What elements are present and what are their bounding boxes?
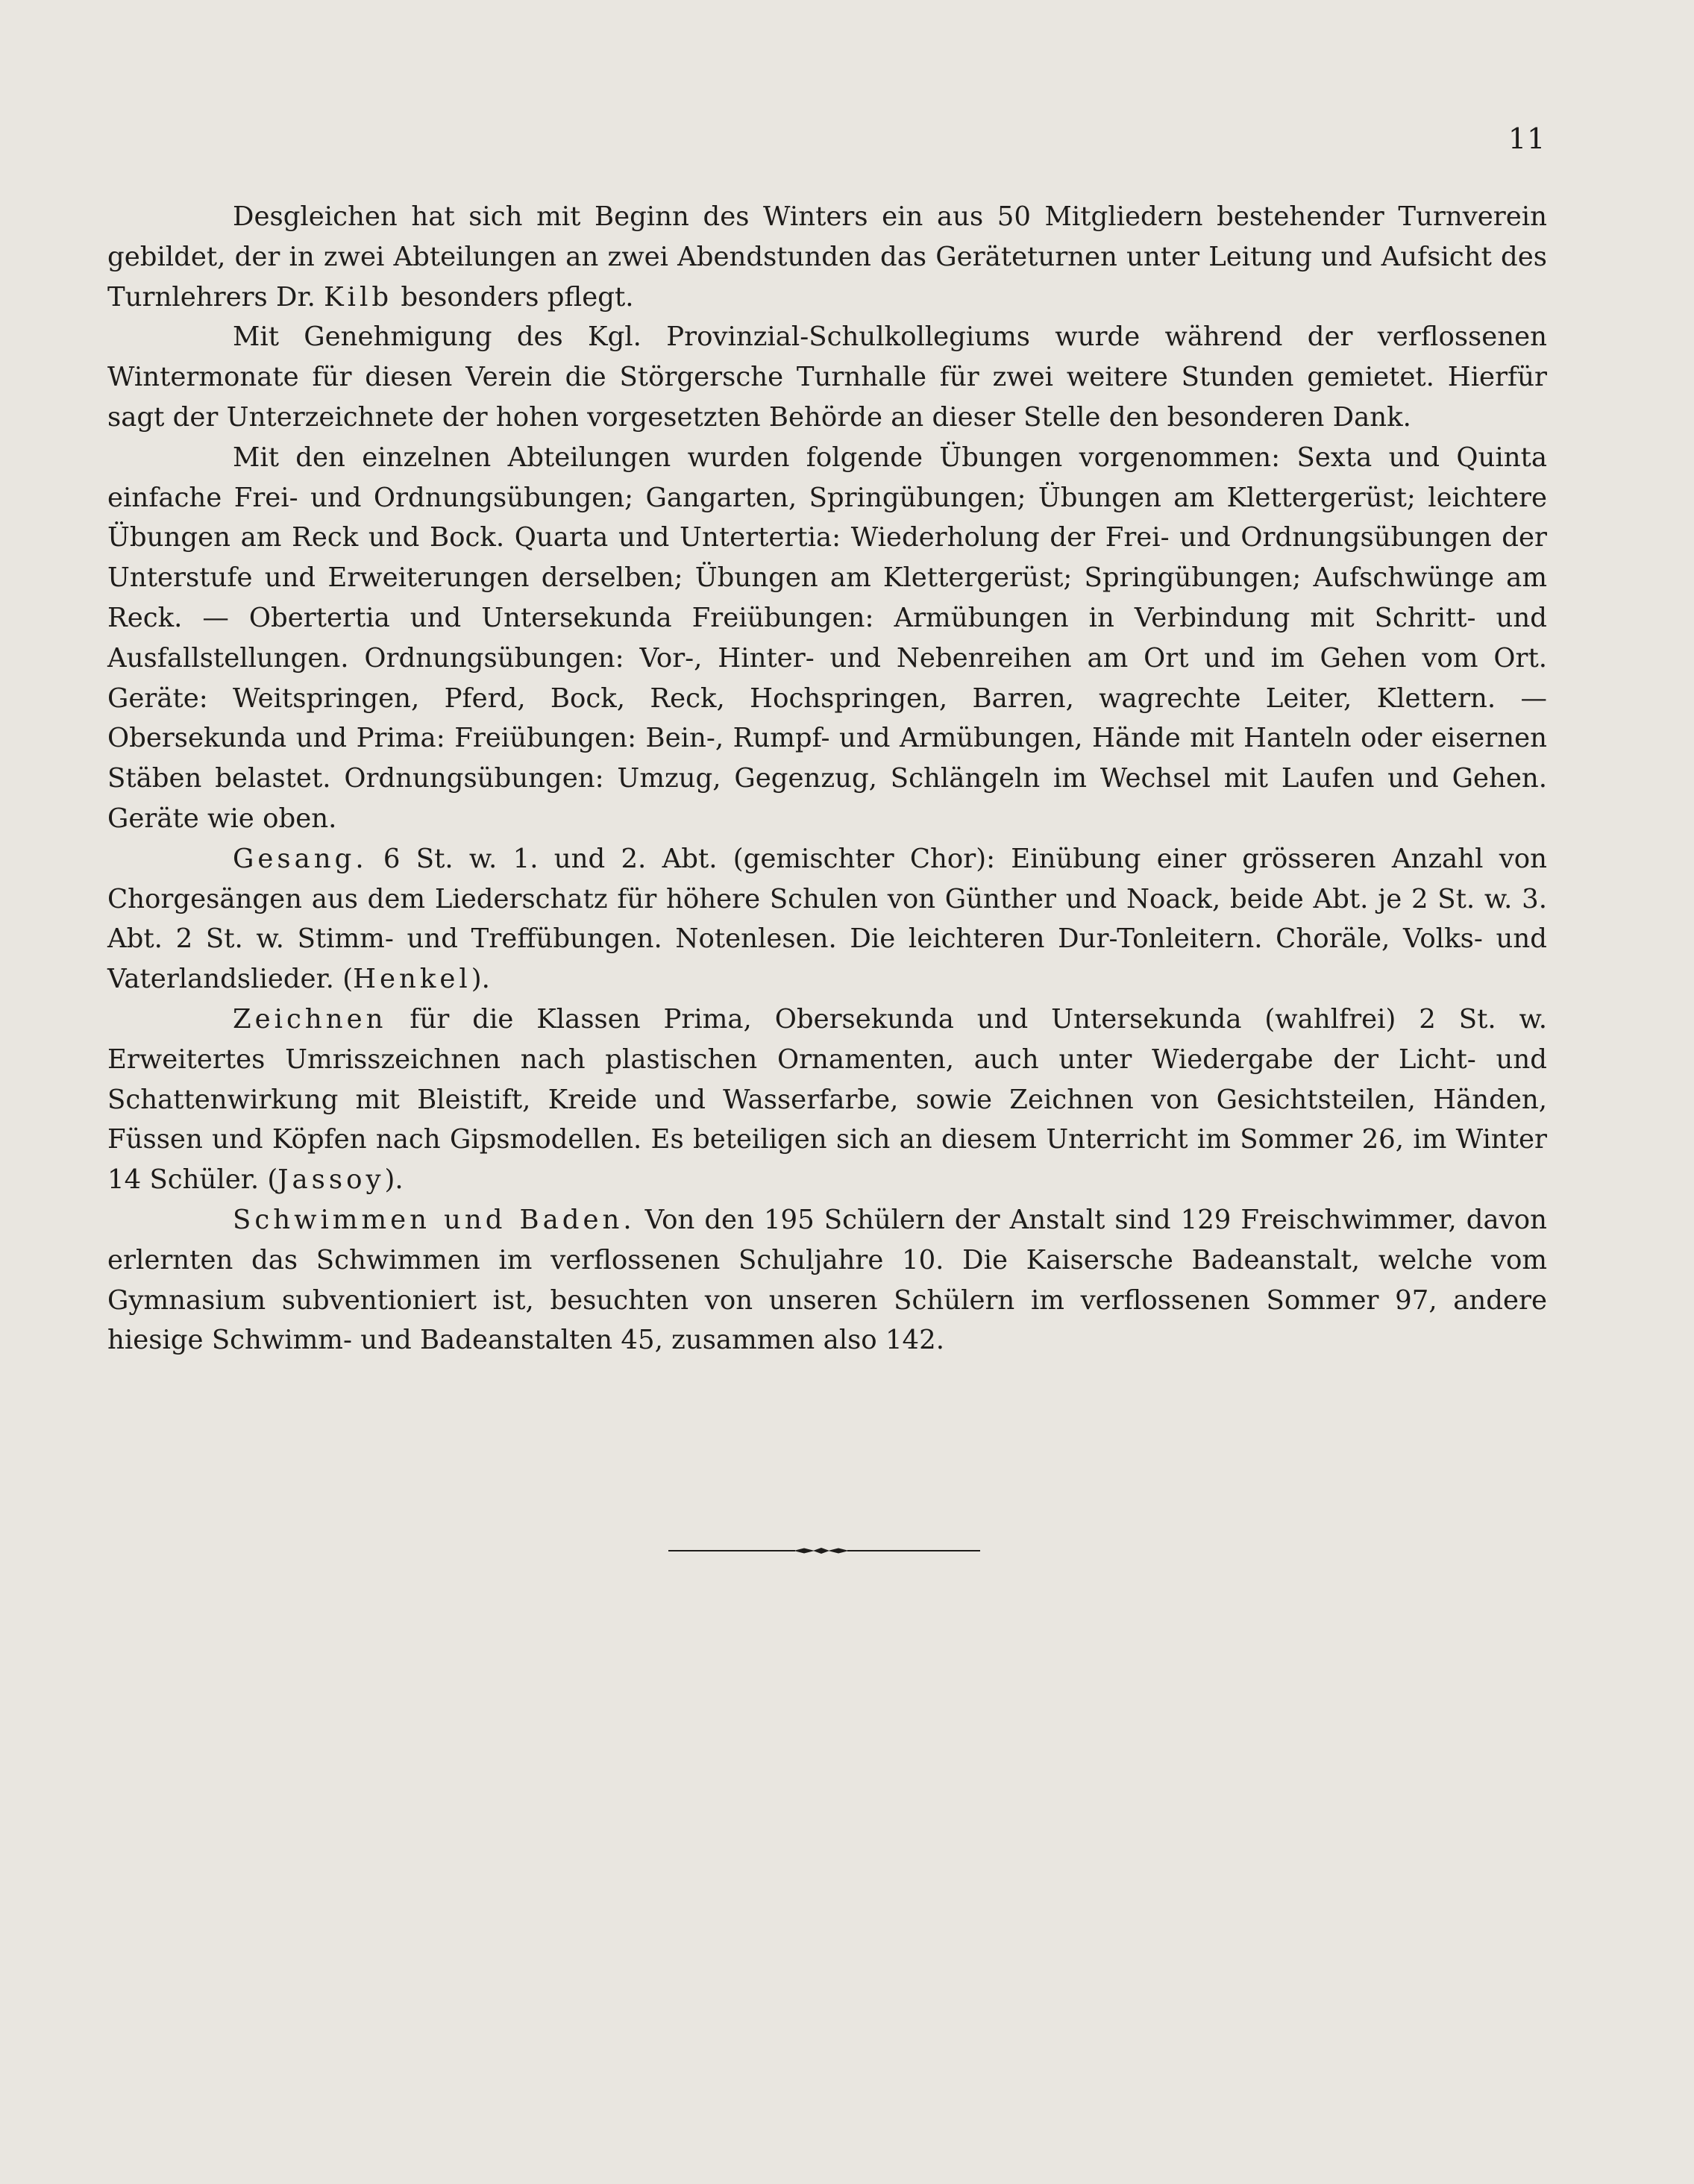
text-run: Von den 195 Schülern der Anstalt sind 129 Freischwimmer, davon erlernten das Schwimmen im verflossenen Schuljahre 10. Die Kaisersche Badeanstalt, welche vom Gymnasium subventioniert ist, besuchten von unseren Schülern im verflossenen Sommer 97, andere hiesige Schwimm- und Badeanstalten 45, zusammen also 142. — [107, 1204, 1547, 1356]
paragraph — [107, 317, 1547, 437]
spaced-term: Schwimmen und Baden. — [233, 1204, 636, 1235]
body-text — [107, 197, 1547, 1361]
paragraph — [107, 839, 1547, 1000]
paragraph — [107, 1200, 1547, 1361]
text-run: ). — [471, 964, 490, 995]
page-number: 11 — [1508, 122, 1546, 155]
text-run: 6 St. w. 1. und 2. Abt. (gemischter Chor): Einübung einer grösseren Anzahl von Chorgesängen aus dem Liederschatz für höhere Schulen von Günther und Noack, beide Abt. je 2 St. w. 3. Abt. 2 St. w. Stimm- und Treffübungen. Notenlesen. Die leichteren Dur-Tonleitern. Choräle, Volks- und Vaterlandslieder. ( — [107, 843, 1547, 995]
text-run: Mit Genehmigung des Kgl. Provinzial-Schulkollegiums wurde während der verflossenen Wintermonate für diesen Verein die Störgersche Turnhalle für zwei weitere Stunden gemietet. Hierfür sagt der Unterzeichnete der hohen vorgesetzten Behörde an dieser Stelle den besonderen Dank. — [107, 321, 1547, 433]
text-run: Desgleichen hat sich mit Beginn des Winters ein aus 50 Mitgliedern bestehender Turnverein gebildet, der in zwei Abteilungen an zwei Abendstunden das Geräteturnen unter Leitung und Aufsicht des Turnlehrers Dr. — [107, 201, 1547, 313]
paragraph — [107, 197, 1547, 317]
spaced-term: Gesang. — [233, 843, 368, 874]
text-run: besonders pflegt. — [392, 281, 634, 313]
text-run: für die Klassen Prima, Obersekunda und Untersekunda (wahlfrei) 2 St. w. Erweitertes Umrisszeichnen nach plastischen Ornamenten, auch unter Wiedergabe der Licht- und Schattenwirkung mit Bleistift, Kreide und Wasserfarbe, sowie Zeichnen von Gesichtsteilen, Händen, Füssen und Köpfen nach Gipsmodellen. Es beteiligen sich an diesem Unterricht im Sommer 26, im Winter 14 Schüler. ( — [107, 1003, 1547, 1196]
paragraph — [107, 1000, 1547, 1200]
text-run: Mit den einzelnen Abteilungen wurden folgende Übungen vorgenommen: Sexta und Quinta einfache Frei- und Ordnungsübungen; Gangarten, Springübungen; Übungen am Klettergerüst; leichtere Übungen am Reck und Bock. Quarta und Untertertia: Wiederholung der Frei- und Ordnungsübungen der Unterstufe und Erweiterungen derselben; Übungen am Klettergerüst; Springübungen; Aufschwünge am Reck. — Obertertia und Untersekunda Freiübungen: Armübungen in Verbindung mit Schritt- und Ausfallstellungen. Ordnungsübungen: Vor-, Hinter- und Nebenreihen am Ort und im Gehen vom Ort. Geräte: Weitspringen, Pferd, Bock, Reck, Hochspringen, Barren, wagrechte Leiter, Klettern. — Obersekunda und Prima: Freiübungen: Bein-, Rumpf- und Armübungen, Hände mit Hanteln oder eisernen Stäben belastet. Ordnungsübungen: Umzug, Gegenzug, Schlängeln im Wechsel mit Laufen und Gehen. Geräte wie oben. — [107, 442, 1547, 834]
spaced-term: Zeichnen — [233, 1003, 387, 1035]
spaced-term: Henkel — [353, 964, 471, 995]
section-divider-ornament — [668, 1547, 980, 1554]
spaced-term: Kilb — [324, 281, 393, 313]
paragraph — [107, 438, 1547, 839]
text-run: ). — [384, 1164, 404, 1196]
spaced-term: Jassoy — [277, 1164, 385, 1196]
